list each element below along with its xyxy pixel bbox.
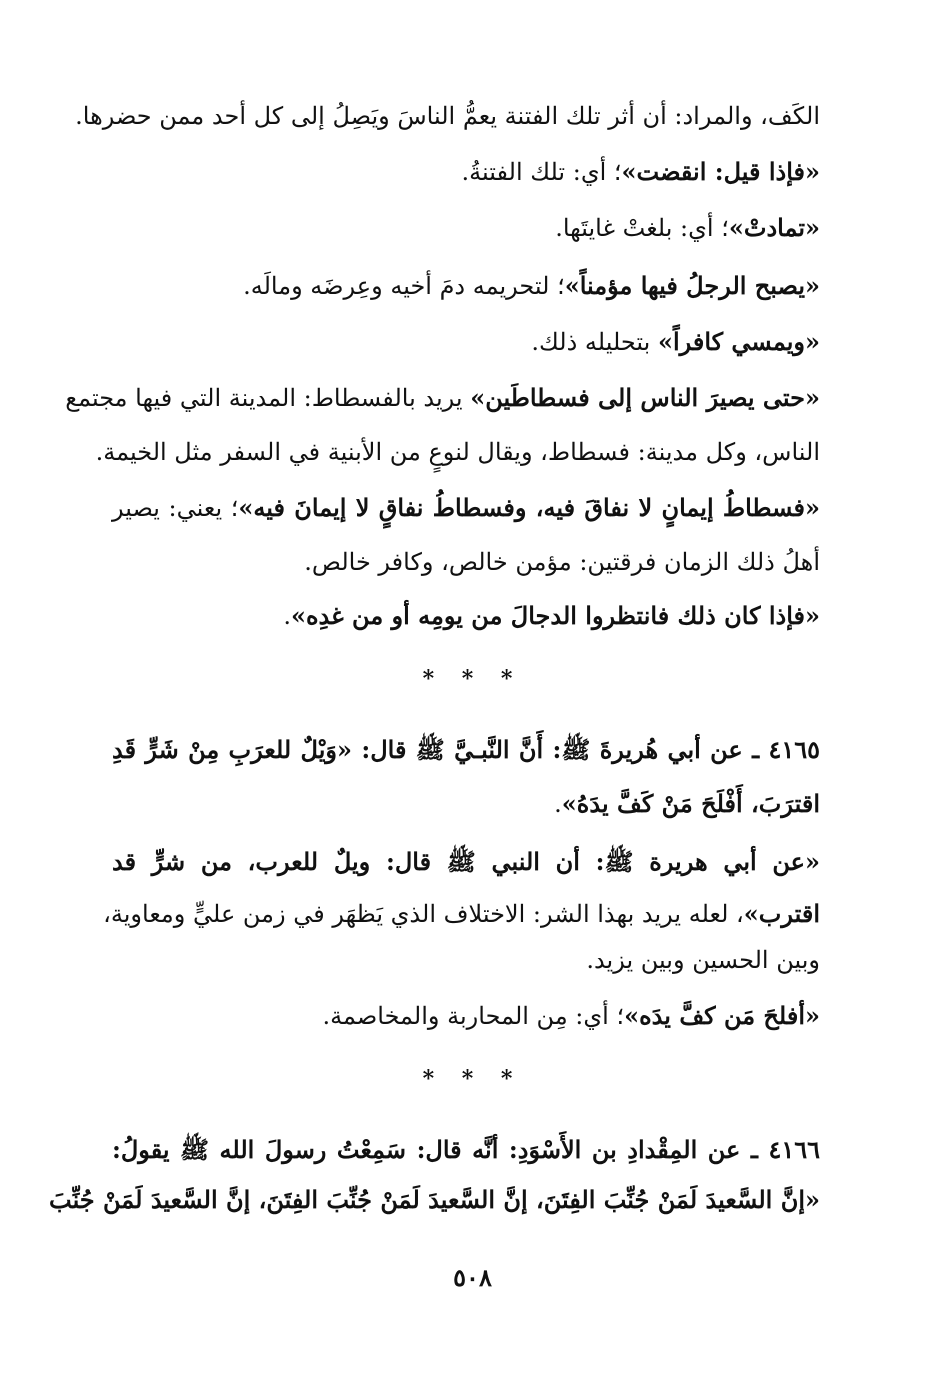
text-line-1: الكَف، والمراد: أن أثر تلك الفتنة يعمُّ الناسَ ويَصِلُ إلى كل أحد ممن حضرها. <box>75 102 820 130</box>
section-separator: * * * <box>422 1066 523 1092</box>
text-line-7: الناس، وكل مدينة: فسطاط، ويقال لنوعٍ من الأبنية في السفر مثل الخيمة. <box>95 438 820 466</box>
page-number: ٥٠٨ <box>453 1263 492 1292</box>
text-line-2: «فإذا قيل: انقضت»؛ أي: تلك الفتنةُ. <box>461 157 820 186</box>
hadith-4166-line-1: ٤١٦٦ ـ عن المِقْدادِ بن الأَسْوَدِ: أنَّه قال: سَمِعْتُ رسولَ الله ﷺ يقولُ: <box>112 1135 820 1164</box>
commentary-line-2: اقترب»، لعله يريد بهذا الشر: الاختلاف الذي يَظهَر في زمن عليٍّ ومعاوية، <box>103 899 820 928</box>
hadith-4166-line-2: «إنَّ السَّعيدَ لَمَنْ جُنِّبَ الفِتَنَ، إنَّ السَّعيدَ لَمَنْ جُنِّبَ الفِتَنَ، إنَّ السَّعيدَ لَمَنْ جُنِّبَ <box>49 1185 820 1214</box>
commentary-line-3: وبين الحسين وبين يزيد. <box>586 946 820 974</box>
text-line-9: أهلُ ذلك الزمان فرقتين: مؤمن خالص، وكافر خالص. <box>304 548 820 576</box>
text-line-8: «فسطاطُ إيمانٍ لا نفاقَ فيه، وفسطاطُ نفاقٍ لا إيمانَ فيه»؛ يعني: يصير <box>112 493 820 522</box>
text-line-10: «فإذا كان ذلك فانتظروا الدجالَ من يومِه أو من غدِه». <box>283 601 820 630</box>
hadith-4165-line-1: ٤١٦٥ ـ عن أبي هُريرةَ ﷺ: أَنَّ النَّبـيَّ ﷺ قال: «وَيْلٌ للعرَبِ مِنْ شَرٍّ قَدِ <box>112 735 820 764</box>
text-line-5: «ويمسي كافراً» بتحليله ذلك. <box>531 327 820 356</box>
hadith-4165-line-2: اقترَبَ، أَفْلَحَ مَنْ كَفَّ يدَهُ». <box>554 789 820 818</box>
text-line-4: «يصبح الرجلُ فيها مؤمناً»؛ لتحريمه دمَ أخيه وعِرضَه ومالَه. <box>243 271 820 300</box>
section-separator: * * * <box>422 666 523 692</box>
commentary-line-1: «عن أبي هريرة ﷺ: أن النبي ﷺ قال: ويلٌ للعرب، من شرٍّ قد <box>112 847 820 876</box>
text-line-3: «تمادتْ»؛ أي: بلغتْ غايتَها. <box>555 213 820 242</box>
commentary-line-4: «أفلحَ مَن كفَّ يدَه»؛ أي: مِن المحاربة والمخاصمة. <box>322 1001 820 1030</box>
text-line-6: «حتى يصيرَ الناس إلى فسطاطَين» يريد بالفسطاط: المدينة التي فيها مجتمع <box>65 383 820 412</box>
